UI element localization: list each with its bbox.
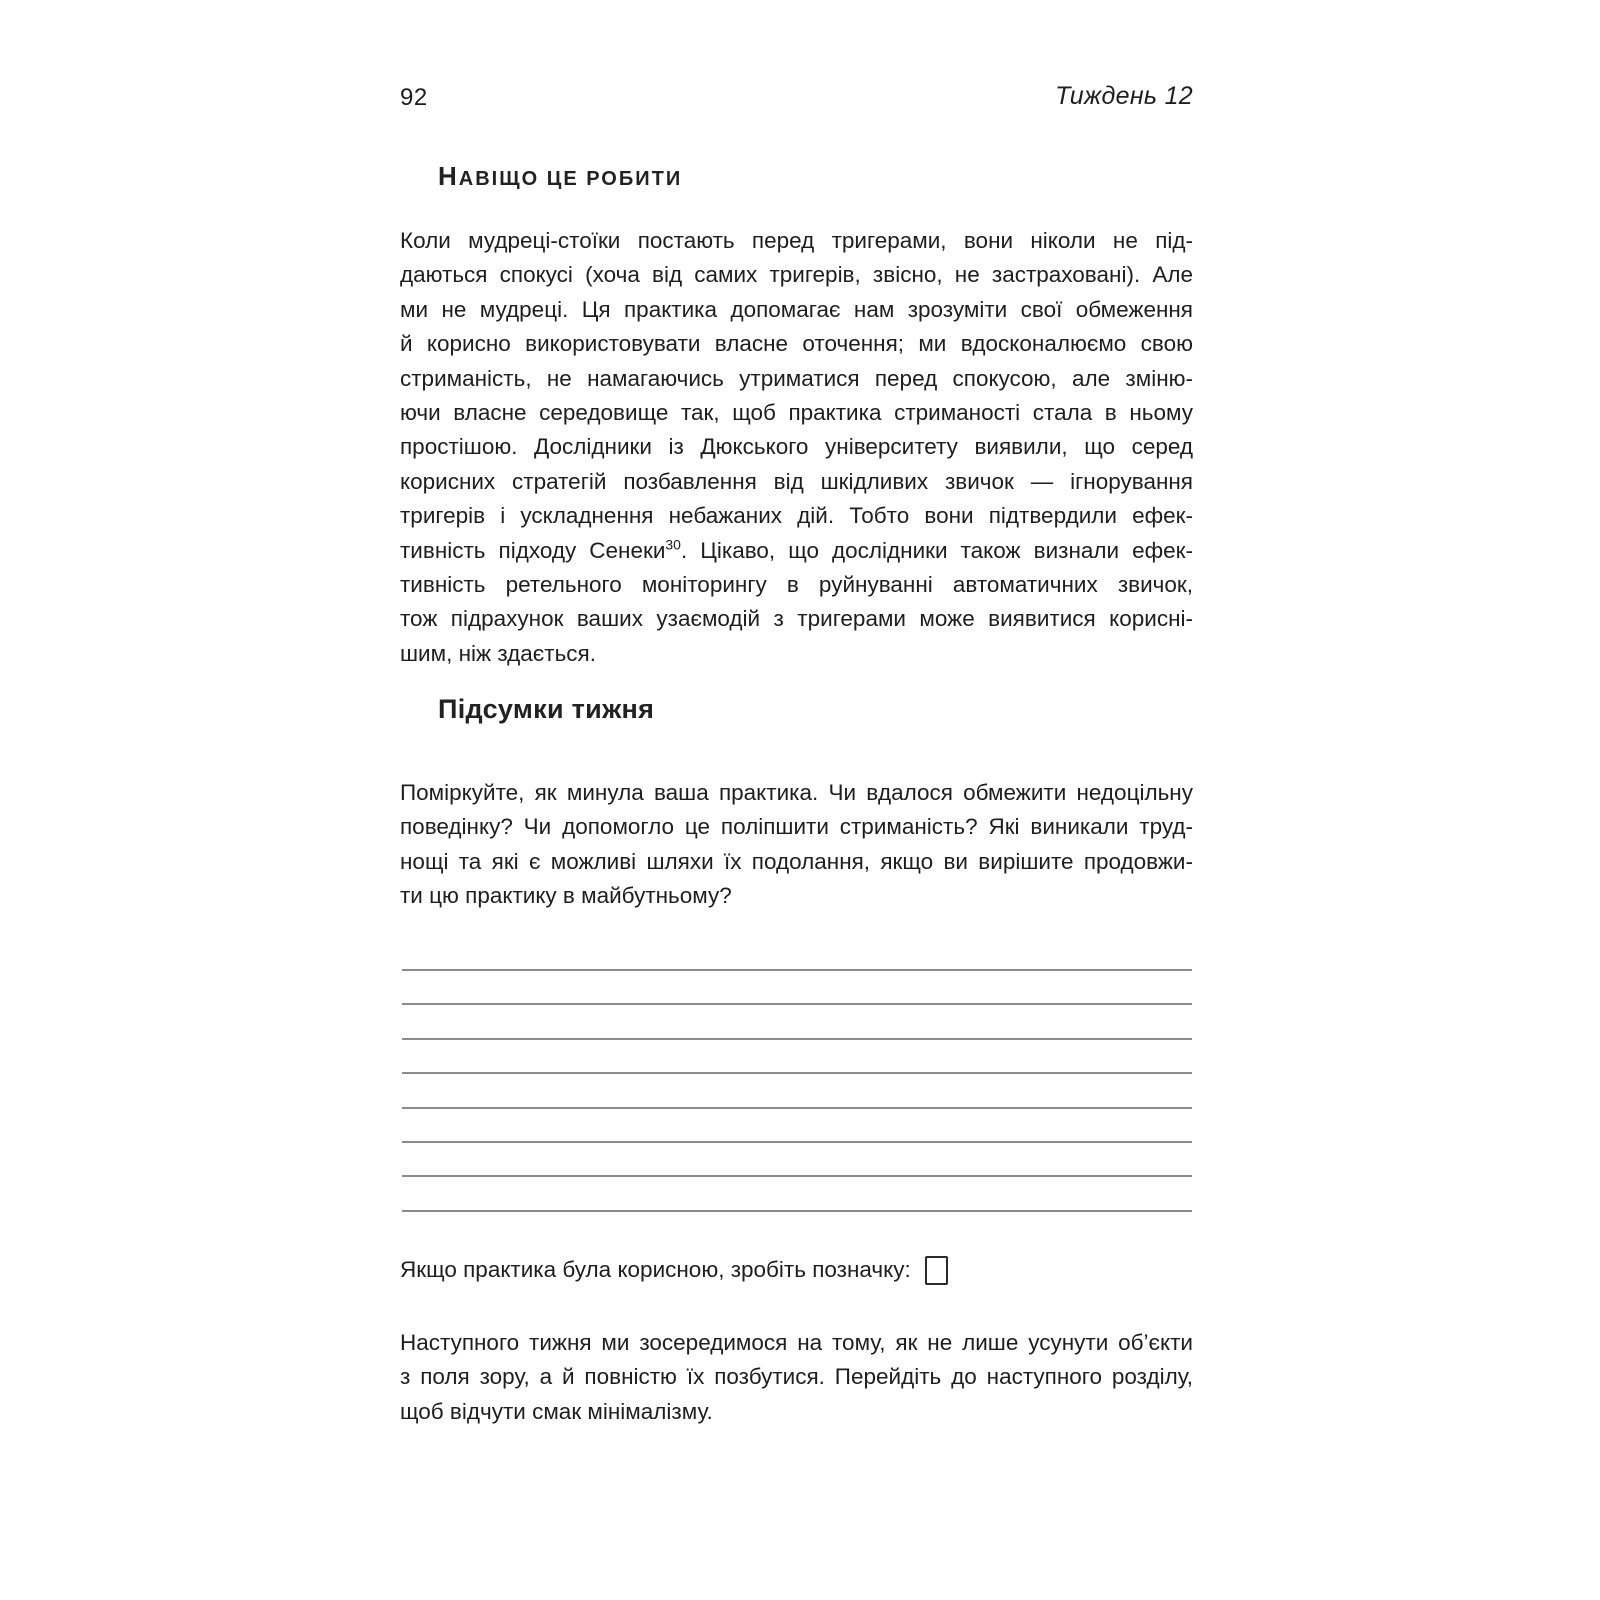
text-line: стриманість, не намагаючись утриматися перед спокусою, але зміню- [400, 365, 1193, 391]
running-head: Тиждень 12 [1055, 82, 1193, 110]
text-line: Коли мудреці-стоїки постають перед тригерами, вони ніколи не під- [400, 228, 1193, 253]
ruled-writing-line [402, 1038, 1192, 1072]
ruled-writing-line [402, 1003, 1192, 1037]
text-line: Наступного тижня ми зосередимося на тому, як не лише усунути об’єкти [400, 1330, 1193, 1355]
text-line: з поля зору, а й повністю їх позбутися. Перейдіть до наступного розділу, [400, 1364, 1193, 1390]
text-line: тивність підходу Сенеки$^{30}$. Цікаво, що дослідники також визнали ефек- [400, 536, 1193, 563]
text-line: простішою. Дослідники із Дюкського університету виявили, що серед [400, 434, 1193, 460]
text-line: ми не мудреці. Ця практика допомагає нам зрозуміти свої обмеження [400, 296, 1193, 322]
footnote-reference: 30 [665, 536, 681, 553]
paragraph-summary [400, 776, 1193, 914]
text-line: поведінку? Чи допомогло це поліпшити стриманість? Які виникали труд- [400, 814, 1193, 840]
ruled-writing-line [402, 1072, 1192, 1106]
ruled-writing-line [402, 1175, 1192, 1209]
text-line: Поміркуйте, як минула ваша практика. Чи вдалося обмежити недоцільну [400, 780, 1193, 805]
text-line: й корисно використовувати власне оточення; ми вдосконалюємо свою [400, 331, 1193, 357]
checkbox-row [400, 1252, 948, 1288]
writing-lines-area [402, 969, 1192, 1244]
text-line: нощі та які є можливі шляхи їх подолання, якщо ви вирішите продовжи- [400, 848, 1193, 874]
section-heading-why: НАВІЩО ЦЕ РОБИТИ [438, 161, 683, 191]
paragraph-closing [400, 1326, 1193, 1429]
practice-useful-checkbox[interactable] [925, 1256, 948, 1285]
text-line: даються спокусі (хоча від самих тригерів, звісно, не застраховані). Але [400, 262, 1193, 288]
ruled-writing-line [402, 1210, 1192, 1244]
paragraph-why [400, 224, 1193, 671]
text-line: тригерів і ускладнення небажаних дій. Тобто вони підтвердили ефек- [400, 503, 1193, 529]
ruled-writing-line [402, 1141, 1192, 1175]
page-number: 92 [400, 84, 428, 111]
ruled-writing-line [402, 1107, 1192, 1141]
text-line: шим, ніж здається. [400, 640, 596, 666]
checkbox-label: Якщо практика була корисною, зробіть позначку: [400, 1257, 911, 1282]
text-line: ти цю практику в майбутньому? [400, 883, 732, 909]
text-line: щоб відчути смак мінімалізму. [400, 1398, 713, 1424]
text-line: тивність ретельного моніторингу в руйнуванні автоматичних звичок, [400, 571, 1193, 597]
text-line: корисних стратегій позбавлення від шкідливих звичок — ігнорування [400, 468, 1193, 494]
ruled-writing-line [402, 969, 1192, 1003]
section-heading-summary: Підсумки тижня [438, 694, 655, 724]
text-line: тож підрахунок ваших узаємодій з тригерами може виявитися корисні- [400, 606, 1193, 632]
text-line: ючи власне середовище так, щоб практика стриманості стала в ньому [400, 399, 1193, 425]
